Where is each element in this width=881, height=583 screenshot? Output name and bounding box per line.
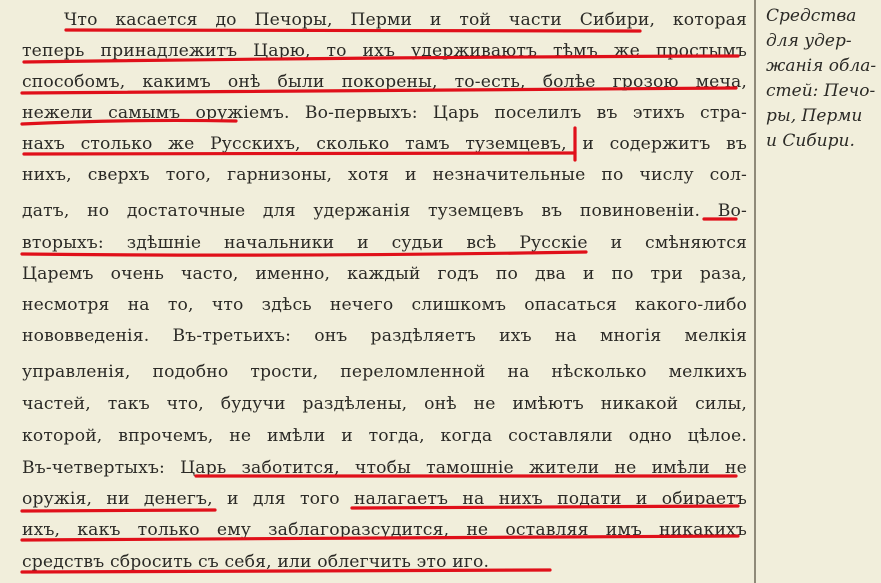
text-line: Царемъ очень часто, именно, каждый годъ по два и по три раза, <box>22 264 747 284</box>
text-line: несмотря на то, что здѣсь нечего слишкомъ опасаться какого-либо <box>22 295 747 315</box>
marginal-note <box>766 4 878 154</box>
marginal-note-line: для удер- <box>766 31 852 51</box>
text-line: способомъ, какимъ онѣ были покорены, то-есть, болѣе грозою меча, <box>22 72 747 92</box>
text-line: нежели самымъ оружіемъ. Во-первыхъ: Царь поселилъ въ этихъ стра- <box>22 103 747 123</box>
text-line: Что касается до Печоры, Перми и той части Сибири, которая <box>64 10 747 30</box>
text-line: оружія, ни денегъ, и для того налагаетъ на нихъ подати и обираетъ <box>22 489 747 509</box>
marginal-note-line: ры, Перми <box>766 106 863 126</box>
text-line: вторыхъ: здѣшніе начальники и судьи всѣ Русскіе и смѣняются <box>22 233 747 253</box>
text-line: нихъ, сверхъ того, гарнизоны, хотя и незначительные по числу сол- <box>22 165 747 185</box>
marginal-note-line: стей: Печо- <box>766 81 876 101</box>
text-line: нахъ столько же Русскихъ, сколько тамъ туземцевъ, и содержитъ въ <box>22 134 747 154</box>
text-line: теперь принадлежитъ Царю, то ихъ удерживаютъ тѣмъ же простымъ <box>22 41 747 61</box>
marginal-note-line: жанія обла- <box>766 56 877 76</box>
text-line: Въ-четвертыхъ: Царь заботится, чтобы тамошніе жители не имѣли не <box>22 458 747 478</box>
text-line: датъ, но достаточные для удержанія туземцевъ въ повиновеніи. Во- <box>22 201 747 221</box>
marginal-note-line: и Сибири. <box>766 131 855 151</box>
text-line: средствъ сбросить съ себя, или облегчить это иго. <box>22 552 490 572</box>
text-line: управленія, подобно трости, переломленной на нѣсколько мелкихъ <box>22 362 747 382</box>
margin-rule <box>754 0 756 583</box>
text-line: которой, впрочемъ, не имѣли и тогда, когда составляли одно цѣлое. <box>22 426 747 446</box>
text-line: ихъ, какъ только ему заблагоразсудится, не оставляя имъ никакихъ <box>22 520 747 540</box>
text-line: частей, такъ что, будучи раздѣлены, онѣ не имѣютъ никакой силы, <box>22 394 747 414</box>
marginal-note-line: Средства <box>766 6 857 26</box>
text-line: нововведенія. Въ-третьихъ: онъ раздѣляетъ ихъ на многія мелкія <box>22 326 747 346</box>
